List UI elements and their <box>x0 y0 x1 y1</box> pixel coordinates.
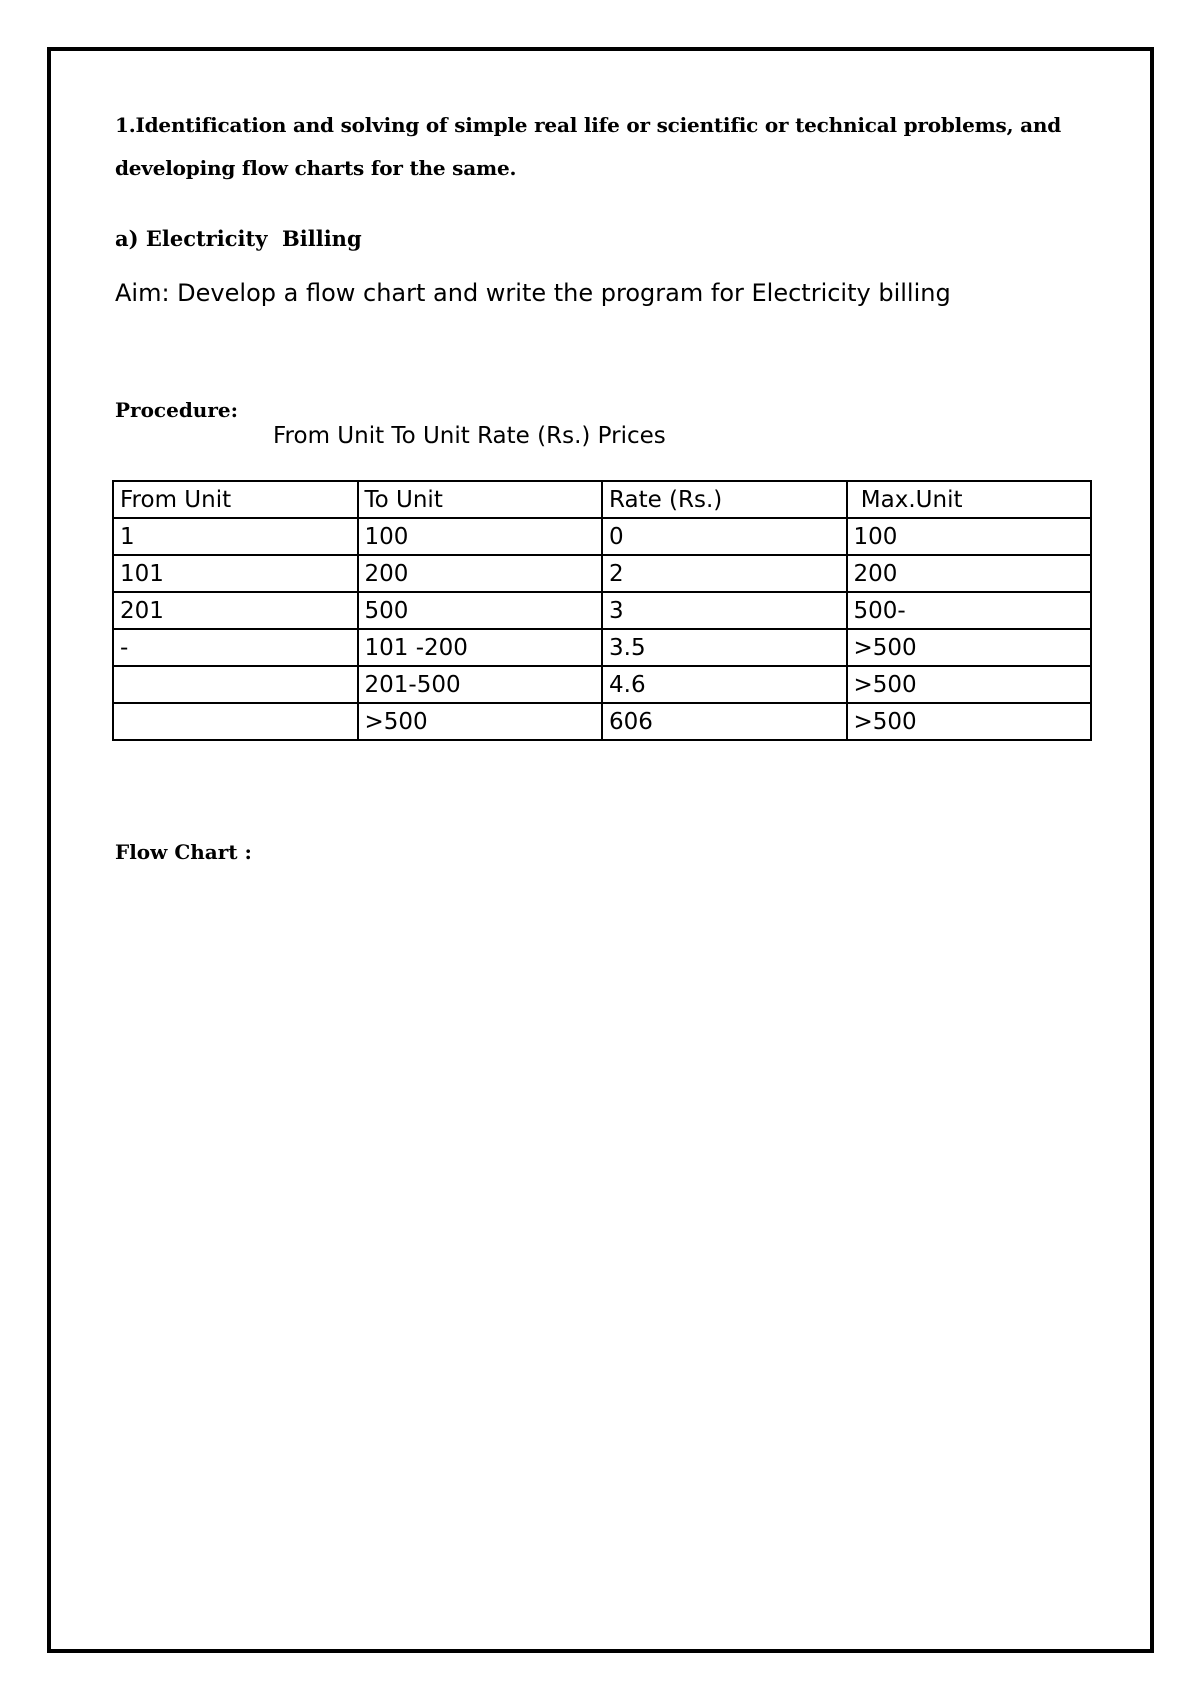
table-cell: 201-500 <box>358 666 603 703</box>
table-cell: >500 <box>847 629 1092 666</box>
heading-line-2: developing flow charts for the same. <box>115 156 517 180</box>
header-from-unit: From Unit <box>113 481 358 518</box>
header-max-unit: Max.Unit <box>847 481 1092 518</box>
table-cell <box>113 703 358 740</box>
rate-table <box>112 480 1092 741</box>
header-rate: Rate (Rs.) <box>602 481 847 518</box>
table-cell <box>113 666 358 703</box>
table-cell: 3 <box>602 592 847 629</box>
table-cell: >500 <box>358 703 603 740</box>
table-cell: 500- <box>847 592 1092 629</box>
subheading: a) Electricity Billing <box>115 226 362 251</box>
table-cell: >500 <box>847 666 1092 703</box>
table-cell: 100 <box>358 518 603 555</box>
table-cell: 2 <box>602 555 847 592</box>
table-cell: 3.5 <box>602 629 847 666</box>
table-row <box>113 629 1091 666</box>
table-header-row <box>113 481 1091 518</box>
table-row <box>113 555 1091 592</box>
aim-text: Aim: Develop a flow chart and write the program for Electricity billing <box>115 279 951 307</box>
table-cell: 200 <box>847 555 1092 592</box>
table-row <box>113 518 1091 555</box>
flowchart-label: Flow Chart : <box>115 840 252 864</box>
procedure-label: Procedure: <box>115 398 238 422</box>
table-row <box>113 592 1091 629</box>
heading-line-1: 1.Identification and solving of simple real life or scientific or technical problems, and <box>115 113 1062 137</box>
table-cell: 101 -200 <box>358 629 603 666</box>
table-cell: 606 <box>602 703 847 740</box>
header-to-unit: To Unit <box>358 481 603 518</box>
table-row <box>113 666 1091 703</box>
table-cell: 200 <box>358 555 603 592</box>
table-cell: 4.6 <box>602 666 847 703</box>
table-cell: 500 <box>358 592 603 629</box>
table-cell: 0 <box>602 518 847 555</box>
table-cell: 201 <box>113 592 358 629</box>
table-cell: 101 <box>113 555 358 592</box>
table-cell: - <box>113 629 358 666</box>
table-cell: 1 <box>113 518 358 555</box>
table-cell: >500 <box>847 703 1092 740</box>
table-cell: 100 <box>847 518 1092 555</box>
table-caption: From Unit To Unit Rate (Rs.) Prices <box>273 423 666 449</box>
table-row <box>113 703 1091 740</box>
